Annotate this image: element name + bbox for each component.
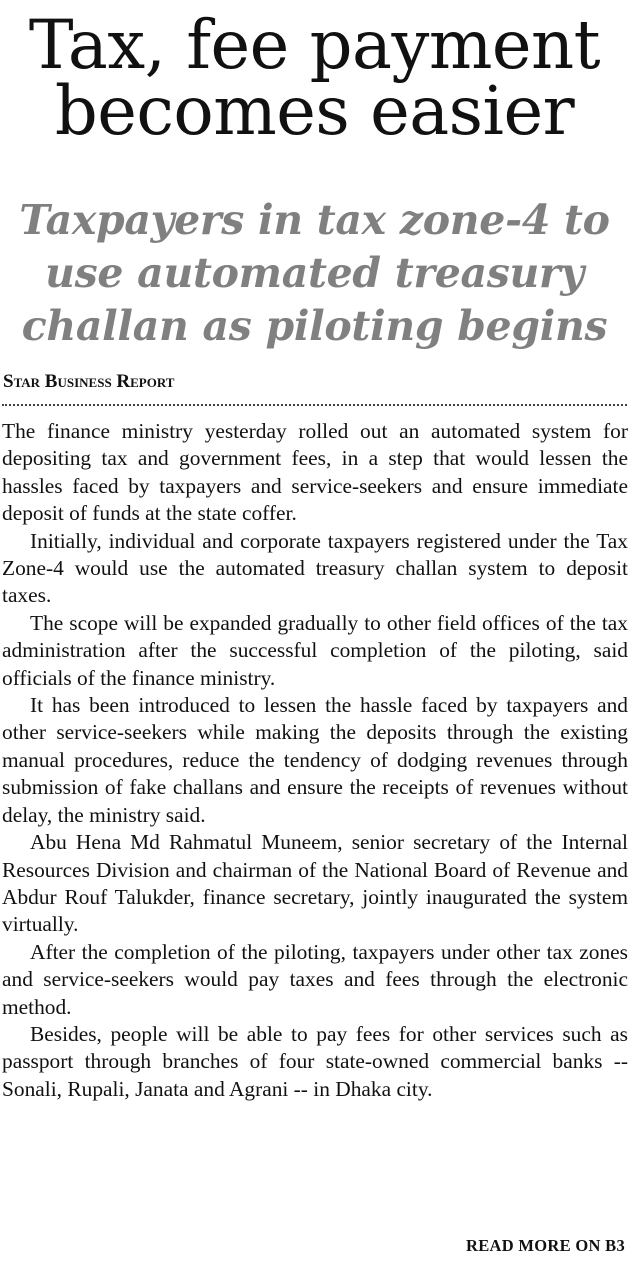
byline: Star Business Report: [3, 371, 175, 392]
headline: Tax, fee payment becomes easier: [28, 6, 601, 150]
paragraph-6: After the completion of the piloting, taxpayers under other tax zones and service-seekers would pay taxes and fees through the electronic method.: [2, 939, 628, 1019]
headline-block: [0, 6, 629, 150]
article-body: [2, 418, 628, 1103]
paragraph-2: Initially, individual and corporate taxpayers registered under the Tax Zone-4 would use the automated treasury challan system to deposit taxes.: [2, 528, 628, 608]
dotted-divider: [2, 404, 627, 406]
read-more-link[interactable]: READ MORE ON B3: [466, 1236, 625, 1255]
paragraph-5: Abu Hena Md Rahmatul Muneem, senior secretary of the Internal Resources Division and chairman of the National Board of Revenue and Abdur Rouf Talukder, finance secretary, jointly inaugurated the system virtually.: [2, 830, 628, 937]
subheadline: Taxpayers in tax zone-4 to use automated treasury challan as piloting begins: [19, 196, 610, 350]
paragraph-7: Besides, people will be able to pay fees for other services such as passport through branches of four state-owned commercial banks -- Sonali, Rupali, Janata and Agrani -- in Dhaka city.: [2, 1021, 628, 1101]
paragraph-1: The finance ministry yesterday rolled out an automated system for depositing tax and government fees, in a step that would lessen the hassles faced by taxpayers and service-seekers and ensure immediate deposit of funds at the state coffer.: [2, 419, 628, 526]
paragraph-3: The scope will be expanded gradually to other field offices of the tax administration after the successful completion of the piloting, said officials of the finance ministry.: [2, 610, 628, 690]
subheadline-block: [0, 194, 629, 353]
paragraph-4: It has been introduced to lessen the hassle faced by taxpayers and other service-seekers while making the deposits through the existing manual procedures, reduce the tendency of dodging revenues through submission of fake challans and ensure the receipts of revenues without delay, the ministry said.: [2, 693, 628, 827]
